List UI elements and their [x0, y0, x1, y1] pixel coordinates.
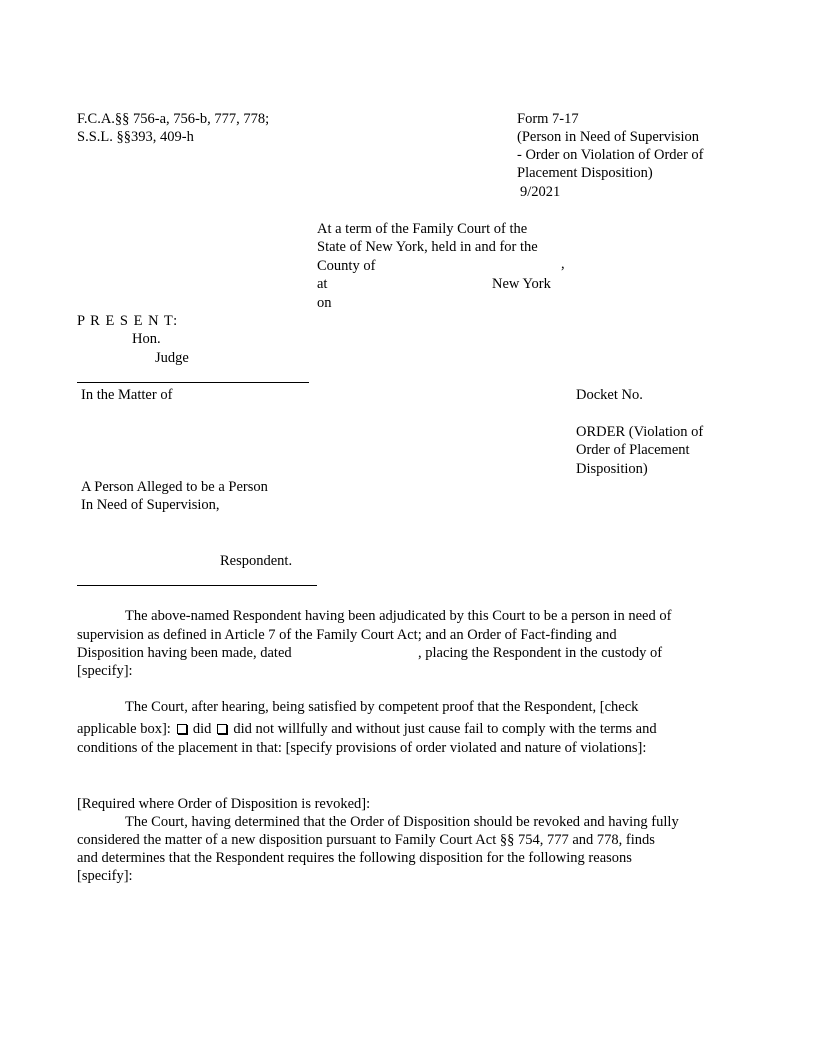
- court-term-county-label: County of: [317, 258, 376, 274]
- para3-line3: and determines that the Respondent requires the following disposition for the following reasons: [77, 850, 632, 866]
- form-title-line1: (Person in Need of Supervision: [517, 129, 700, 145]
- para2-line1-text: The Court, after hearing, being satisfied by competent proof that the Respondent, [check: [125, 699, 639, 715]
- did-checkbox[interactable]: [177, 724, 187, 734]
- para2-line3: conditions of the placement in that: [specify provisions of order violated and nature of violations]:: [77, 740, 647, 756]
- para2-line1: [77, 698, 638, 716]
- form-title-line3: Placement Disposition): [517, 165, 653, 181]
- para1-line1-text: The above-named Respondent having been adjudicated by this Court to be a person in need of: [125, 608, 672, 624]
- caption-respondent: Respondent.: [220, 553, 293, 569]
- para1-line4: [specify]:: [77, 663, 133, 679]
- court-term-state: New York: [492, 276, 551, 292]
- order-title-line1: ORDER (Violation of: [576, 424, 704, 440]
- court-term-on-label: on: [317, 295, 332, 311]
- present-hon: Hon.: [132, 331, 161, 347]
- statute-citation-line1: F.C.A.§§ 756-a, 756-b, 777, 778;: [77, 111, 270, 127]
- did-not-checkbox[interactable]: [217, 724, 227, 734]
- present-judge: Judge: [155, 350, 189, 366]
- para1-line1: [77, 607, 671, 625]
- statute-citation-line2: S.S.L. §§393, 409-h: [77, 129, 194, 145]
- para1-line2: supervision as defined in Article 7 of the Family Court Act; and an Order of Fact-finding and: [77, 627, 617, 643]
- order-title-line3: Disposition): [576, 461, 648, 477]
- para3-line4: [specify]:: [77, 868, 133, 884]
- present-label: P R E S E N T:: [77, 313, 179, 329]
- caption-alleged-line2: In Need of Supervision,: [81, 497, 220, 513]
- option-did-not-label: did not willfully and without just cause fail to comply with the terms and: [233, 721, 657, 737]
- para3-line1: [77, 813, 679, 831]
- option-did-label: did: [192, 721, 212, 737]
- caption-in-matter: In the Matter of: [81, 387, 173, 403]
- para1-line3: Disposition having been made, dated: [77, 645, 292, 661]
- docket-number-label: Docket No.: [576, 387, 643, 403]
- court-term-at-label: at: [317, 276, 328, 292]
- para1-line3-cont: , placing the Respondent in the custody of: [418, 645, 663, 661]
- court-term-line1: At a term of the Family Court of the: [317, 221, 528, 237]
- court-term-comma: ,: [561, 256, 565, 272]
- form-date: 9/2021: [520, 184, 561, 200]
- para2-line2: [77, 720, 657, 738]
- order-title-line2: Order of Placement: [576, 442, 690, 458]
- para2-applicable: applicable box]:: [77, 721, 171, 737]
- caption-top-rule: [77, 382, 309, 383]
- required-note: [Required where Order of Disposition is revoked]:: [77, 796, 371, 812]
- court-term-line2: State of New York, held in and for the: [317, 239, 538, 255]
- caption-bottom-rule: [77, 585, 317, 586]
- form-number: Form 7-17: [517, 111, 579, 127]
- caption-alleged-line1: A Person Alleged to be a Person: [81, 479, 268, 495]
- form-title-line2: - Order on Violation of Order of: [517, 147, 704, 163]
- para3-line1-text: The Court, having determined that the Order of Disposition should be revoked and having fully: [125, 814, 679, 830]
- para3-line2: considered the matter of a new disposition pursuant to Family Court Act §§ 754, 777 and 778, finds: [77, 832, 655, 848]
